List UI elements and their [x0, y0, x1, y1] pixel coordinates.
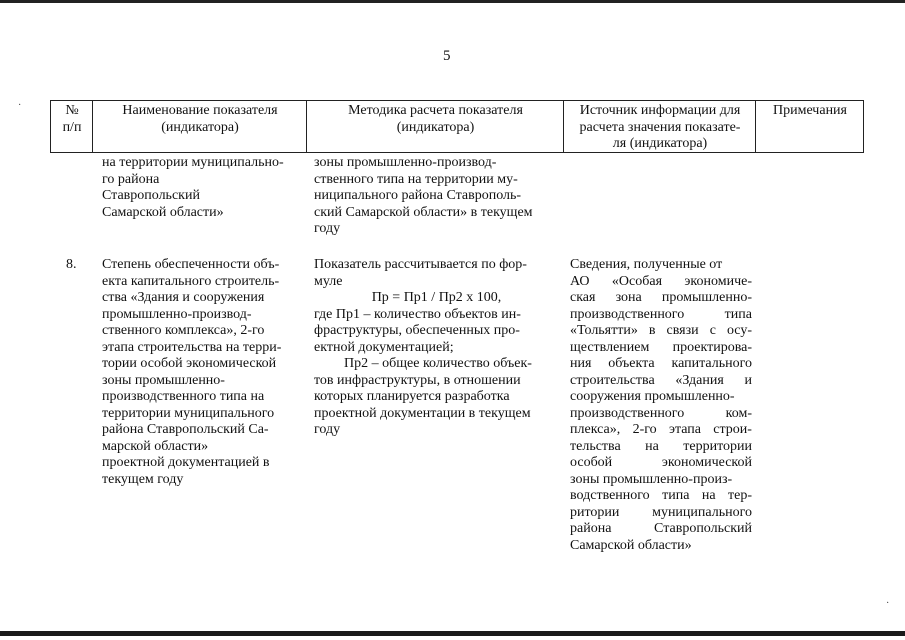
source-word: ния: [570, 356, 592, 371]
source-line: [570, 307, 752, 324]
header-vline-4: [755, 100, 756, 153]
source-word: капитального: [671, 356, 752, 371]
source-word: АО: [570, 273, 590, 289]
header-col-number: № п/п: [62, 103, 82, 135]
source-word: района: [570, 521, 612, 536]
source-line: [570, 323, 752, 340]
source-line: [570, 488, 752, 505]
row8-number: 8.: [66, 257, 77, 272]
source-word: ритории: [570, 504, 620, 520]
source-word: ществлением: [570, 339, 650, 355]
source-line: [570, 455, 752, 472]
source-word: 2-го: [632, 422, 657, 437]
source-line: [570, 521, 752, 538]
source-word: производственного: [570, 306, 685, 322]
source-word: строительства: [570, 372, 655, 388]
formula: Пр = Пр1 / Пр2 х 100,: [371, 290, 502, 305]
source-word: этапа: [668, 422, 701, 437]
source-word: «Здания: [675, 372, 724, 388]
source-word: связи: [666, 323, 699, 338]
header-vline-2: [306, 100, 307, 153]
source-line: [570, 274, 752, 291]
source-line: [570, 422, 752, 439]
source-line: зоны промышленно-произ-: [570, 471, 733, 487]
source-word: в: [648, 323, 656, 338]
source-line: Сведения, полученные от: [570, 257, 723, 272]
header-vline-5: [863, 100, 864, 153]
source-word: тельства: [570, 438, 621, 454]
scan-mark-2: ·: [886, 598, 890, 609]
row8-source: [570, 257, 752, 554]
page-number: 5: [443, 48, 451, 64]
source-line: сооружения промышленно-: [570, 389, 735, 404]
source-line: [570, 340, 752, 357]
header-vline-3: [563, 100, 564, 153]
source-word: водственного: [570, 488, 650, 503]
header-vline-0: [50, 100, 51, 153]
header-top-line: [50, 100, 864, 101]
source-line: [570, 373, 752, 390]
source-word: зона: [615, 290, 642, 305]
source-word: объекта: [608, 356, 655, 371]
source-word: типа: [724, 306, 752, 322]
source-word: и: [744, 372, 752, 388]
source-word: особой: [570, 455, 613, 470]
source-word: строи-: [713, 422, 752, 437]
top-border: [0, 0, 905, 3]
source-word: муниципального: [652, 504, 752, 520]
scan-mark: ·: [18, 100, 22, 111]
source-word: ком-: [725, 405, 752, 421]
row7-method-continuation: зоны промышленно-производ- ственного типа на территории му- ниципального района Ставрополь- ский Самарской области» в текущем году: [314, 155, 533, 236]
source-word: промышленно-: [661, 290, 752, 305]
source-word: Ставропольский: [654, 521, 752, 536]
source-word: плекса»,: [570, 422, 621, 437]
source-word: ская: [570, 290, 596, 305]
source-word: территории: [683, 438, 752, 454]
source-line: [570, 505, 752, 522]
source-line: [570, 439, 752, 456]
source-word: проектирова-: [672, 339, 752, 355]
row7-name-continuation: на территории муниципально- го района Ставропольский Самарской области»: [102, 155, 284, 220]
source-line: Самарской области»: [570, 537, 692, 553]
row8-name: Степень обеспеченности объ- екта капитального строитель- ства «Здания и сооружения промышленно-производ- ственного комплекса», 2-го этапа строительства на терри- тории особой экономической зоны промышленно- производственного типа на территории муниципального района Ставропольский Са- марской области» проектной документацией в текущем году: [102, 257, 282, 487]
source-word: осу-: [726, 323, 752, 338]
bottom-border: [0, 631, 905, 636]
source-word: производственного: [570, 405, 685, 421]
source-line: [570, 356, 752, 373]
header-col-notes: Примечания: [772, 103, 847, 118]
source-word: типа: [662, 488, 690, 503]
source-word: тер-: [728, 488, 752, 503]
header-vline-1: [92, 100, 93, 153]
source-word: «Тольятти»: [570, 323, 638, 338]
header-col-name: Наименование показателя (индикатора): [122, 103, 278, 135]
source-word: «Особая: [611, 273, 663, 289]
header-col-method: Методика расчета показателя (индикатора): [348, 103, 523, 135]
source-line: [570, 406, 752, 423]
source-word: с: [709, 323, 716, 338]
source-line: [570, 290, 752, 307]
source-word: на: [645, 438, 659, 454]
row8-method: Показатель рассчитывается по фор- муле Пр = Пр1 / Пр2 х 100, где Пр1 – количество объектов ин- фраструктуры, обеспеченных про- ектной документацией; Пр2 – общее количество объек- тов инфраструктуры, в отношении которых планируется разработка проектной документации в текущем году: [314, 257, 559, 439]
header-col-source: Источник информации для расчета значения показате- ля (индикатора): [579, 103, 741, 151]
source-word: на: [701, 488, 716, 503]
source-word: экономической: [661, 455, 752, 470]
source-word: экономиче-: [684, 273, 752, 289]
